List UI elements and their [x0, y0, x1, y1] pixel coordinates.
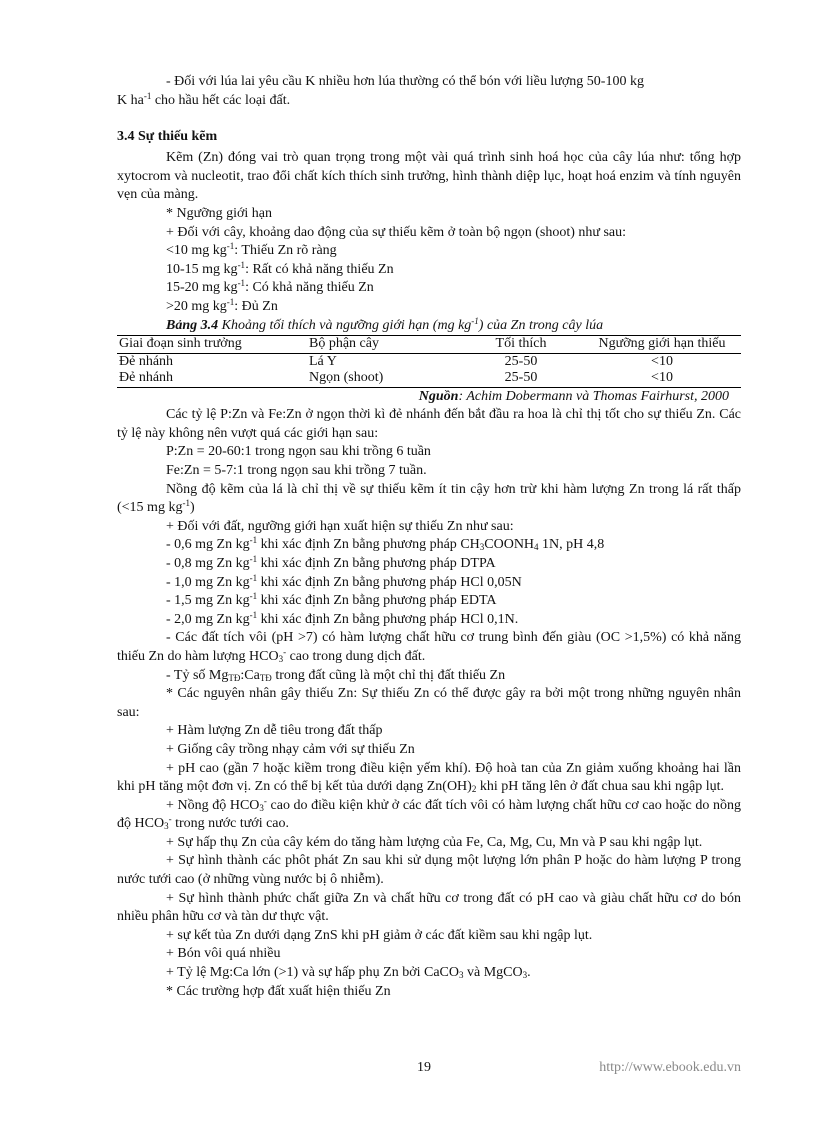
- soil-level-item: - 1,0 mg Zn $kg^{-1}$ khi xác định Zn bằng phương pháp HCl 0,05N: [166, 572, 522, 590]
- plant-level-item: 15-20 mg $kg^{-1}$: Có khả năng thiếu Zn: [166, 278, 374, 296]
- table-header-row: [117, 336, 741, 354]
- zinc-role-paragraph: Kẽm (Zn) đóng vai trò quan trọng trong một vài quá trình sinh hoá học của cây lúa như: tổng hợp xytocrom và nucleotit, trao đổi chất kích thích sinh trưởng, hình thành diệp lục, hoạt hoá enzim và tính nguyên vẹn của màng.: [117, 150, 741, 203]
- plant-levels-list: [117, 242, 741, 316]
- document-page: [117, 73, 741, 1001]
- table-cell: Đẻ nhánh: [119, 353, 174, 369]
- zinc-range-table: [117, 335, 741, 388]
- ratio-paragraph: Các tỷ lệ P:Zn và Fe:Zn ở ngọn thời kì đẻ nhánh đến bắt đầu ra hoa là chỉ thị tốt cho sự thiếu Zn. Các tỷ lệ này không nên vượt quá các giới hạn sau:: [117, 407, 741, 441]
- plant-threshold-intro: + Đối với cây, khoảng dao động của sự thiếu kẽm ở toàn bộ ngọn (shoot) như sau:: [166, 224, 627, 240]
- plant-level-item: 10-15 mg $kg^{-1}$: Rất có khả năng thiếu Zn: [166, 259, 394, 277]
- cause-item: + Sự hình thành các phôt phát Zn sau khi sử dụng một lượng lớn phân P hoặc do hàm lượng P trong nước tưới cao (ở những vùng nước bị ô nhiễm).: [117, 853, 741, 888]
- cause-item: + Sự hình thành phức chất giữa Zn và chất hữu cơ trong đất có pH cao và giàu chất hữu cơ do bón nhiều phân hữu cơ và tàn dư thực vật.: [117, 890, 741, 925]
- table-row: [117, 370, 741, 387]
- leaf-concentration-paragraph: Nồng độ kẽm của lá là chỉ thị về sự thiếu kẽm ít tin cậy hơn trừ khi hàm lượng Zn trong lá rất thấp (<15 mg $kg^{-1}$): [117, 481, 741, 516]
- table-row: [117, 353, 741, 370]
- cause-item: + Hàm lượng Zn dễ tiêu trong đất thấp: [166, 723, 383, 739]
- header-critical-level: Ngưỡng giới hạn thiếu: [581, 336, 741, 354]
- table-cell: Đẻ nhánh: [117, 370, 309, 387]
- intro-paragraph: - Đối với lúa lai yêu cầu K nhiều hơn lúa thường có thể bón với liều lượng 50-100 kg K $ha^{-1}$ cho hầu hết các loại đất.: [117, 74, 644, 108]
- table-cell: Ngọn (shoot): [309, 370, 459, 387]
- ratio-fe-zn: Fe:Zn = 5-7:1 trong ngọn sau khi trồng 7 tuần.: [166, 463, 427, 478]
- cause-item: + Giống cây trồng nhạy cảm với sự thiếu Zn: [166, 741, 415, 757]
- soil-level-item: - 2,0 mg Zn $kg^{-1}$ khi xác định Zn bằng phương pháp HCl 0,1N.: [166, 609, 519, 627]
- threshold-heading: * Ngưỡng giới hạn: [166, 205, 272, 221]
- footer-url[interactable]: http://www.ebook.edu.vn: [599, 1060, 741, 1075]
- header-growth-stage: Giai đoạn sinh trưởng: [117, 336, 309, 354]
- table-cell: 25-50: [459, 370, 581, 387]
- soil-level-item: - 1,5 mg Zn $kg^{-1}$ khi xác định Zn bằng phương pháp EDTA: [166, 591, 497, 609]
- cause-item: + pH cao (gần 7 hoặc kiềm trong điều kiện yếm khí). Độ hoà tan của Zn giảm xuống khoảng hai lần khi pH tăng một đơn vị. Zn có thể bị kết tủa dưới dạng $Zn(OH)_2$ khi pH tăng lên ở đất chua sau khi ngập lụt.: [117, 760, 741, 795]
- table-source: Nguồn: Achim Dobermann và Thomas Fairhurst, 2000: [418, 388, 729, 404]
- mg-ca-ratio-line: - Tỷ số $Mg_{TĐ}:Ca_{TĐ}$ trong đất cũng là một chỉ thị đất thiếu Zn: [166, 667, 506, 683]
- table-cell: 25-50: [504, 353, 538, 369]
- table-caption: Bảng 3.4 Khoảng tối thích và ngưỡng giới hạn (mg $kg^{-1}$) của Zn trong cây lúa: [166, 315, 604, 333]
- table-cell: <10: [581, 370, 741, 387]
- cause-item: + Tỷ lệ Mg:Ca lớn (>1) và sự hấp phụ Zn bởi CaCO$_3$ và MgCO$_3$.: [166, 965, 531, 981]
- cause-item: + Bón vôi quá nhiều: [166, 946, 281, 962]
- table-cell: <10: [651, 353, 673, 369]
- causes-intro: * Các nguyên nhân gây thiếu Zn: Sự thiếu Zn có thể được gây ra bởi một trong những nguyên nhân sau:: [117, 686, 741, 720]
- plant-level-item: >20 mg $kg^{-1}$: Đủ Zn: [166, 296, 278, 314]
- soil-method-formula: $CH_3COONH_4$ 1N, pH 4,8: [460, 537, 605, 553]
- header-plant-part: Bộ phận cây: [309, 336, 459, 354]
- table-cell: Lá Y: [309, 353, 337, 369]
- cause-item: + Nồng độ $HCO_3^-$ cao do điều kiện khử ở các đất tích vôi có hàm lượng chất hữu cơ cao hoặc do nồng độ $HCO_3^-$ trong nước tưới cao.: [117, 795, 741, 832]
- page-footer: [117, 1060, 741, 1080]
- header-optimum: Tối thích: [459, 336, 581, 354]
- calcareous-soil-paragraph: - Các đất tích vôi (pH >7) có hàm lượng chất hữu cơ trung bình đến giàu (OC >1,5%) có khả năng thiếu Zn do hàm lượng $HCO_3^-$ cao trong dung dịch đất.: [117, 630, 741, 664]
- cases-heading: * Các trường hợp đất xuất hiện thiếu Zn: [166, 983, 391, 999]
- cause-item: + Sự hấp thụ Zn của cây kém do tăng hàm lượng của Fe, Ca, Mg, Cu, Mn và P sau khi ngập lụt.: [166, 834, 703, 850]
- soil-levels-list: [117, 536, 741, 629]
- page-number: 19: [417, 1060, 431, 1075]
- soil-level-item: - 0,8 mg Zn $kg^{-1}$ khi xác định Zn bằng phương pháp DTPA: [166, 553, 496, 571]
- section-title: 3.4 Sự thiếu kẽm: [117, 129, 218, 145]
- plant-level-item: <10 mg $kg^{-1}$: Thiếu Zn rõ ràng: [166, 241, 337, 259]
- soil-level-item: - 0,6 mg Zn $kg^{-1}$ khi xác định Zn bằng phương pháp $CH_3COONH_4$ 1N, pH 4,8: [166, 535, 605, 553]
- cause-item: + sự kết tủa Zn dưới dạng ZnS khi pH giảm ở các đất kiềm sau khi ngập lụt.: [166, 927, 593, 943]
- soil-threshold-intro: + Đối với đất, ngưỡng giới hạn xuất hiện sự thiếu Zn như sau:: [166, 518, 514, 534]
- ratio-p-zn: P:Zn = 20-60:1 trong ngọn sau khi trồng 6 tuần: [166, 444, 431, 460]
